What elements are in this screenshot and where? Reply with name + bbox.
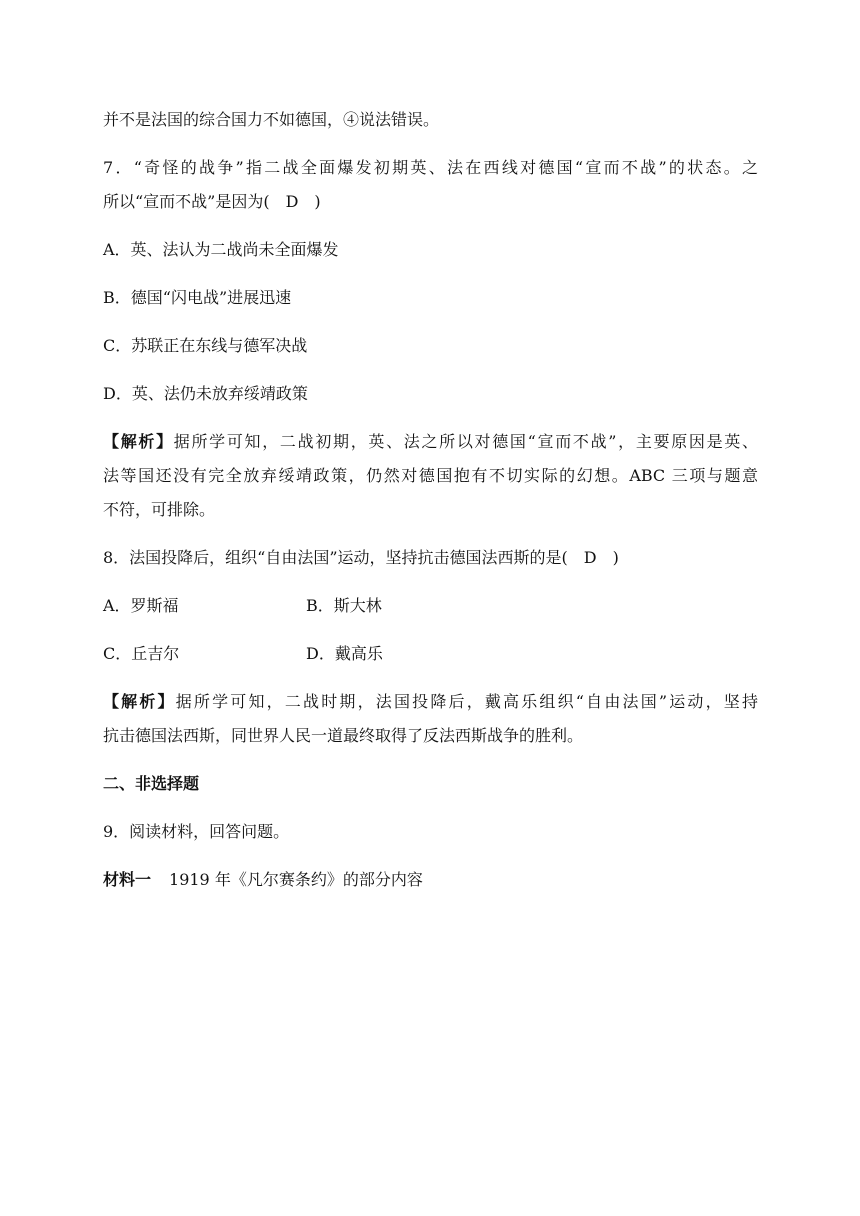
question-8-option-b: B．斯大林 xyxy=(306,596,382,615)
question-7-option-c: C．苏联正在东线与德军决战 xyxy=(103,336,308,355)
analysis-text: 据所学可知，二战时期，法国投降后，戴高乐组织“自由法国”运动，坚持 xyxy=(175,692,758,711)
analysis-label: 【解析】 xyxy=(103,432,174,451)
question-7-stem-line-1: 7．“奇怪的战争”指二战全面爆发初期英、法在西线对德国“宣而不战”的状态。之 xyxy=(103,158,758,177)
question-8-stem: 8．法国投降后，组织“自由法国”运动，坚持抗击德国法西斯的是( D ) xyxy=(103,548,619,567)
question-8-option-c: C．丘吉尔 xyxy=(103,644,180,663)
question-8-options-row-2 xyxy=(103,642,758,666)
question-8-option-a: A．罗斯福 xyxy=(103,596,179,615)
question-7-option-a: A．英、法认为二战尚未全面爆发 xyxy=(103,240,339,259)
question-8-options-row-1 xyxy=(103,594,758,618)
question-7-analysis-line-2: 法等国还没有完全放弃绥靖政策，仍然对德国抱有不切实际的幻想。ABC 三项与题意 xyxy=(103,466,758,485)
analysis-text: 据所学可知，二战初期，英、法之所以对德国“宣而不战”，主要原因是英、 xyxy=(173,432,758,451)
question-8-analysis-line-1 xyxy=(103,690,758,714)
question-7-stem-line-2: 所以“宣而不战”是因为( D ) xyxy=(103,192,321,211)
analysis-label: 【解析】 xyxy=(103,692,176,711)
question-7-analysis-line-1 xyxy=(103,430,758,454)
question-7-analysis-line-3: 不符，可排除。 xyxy=(103,500,216,519)
section-2-heading: 二、非选择题 xyxy=(103,774,200,793)
question-7-option-d: D．英、法仍未放弃绥靖政策 xyxy=(103,384,308,403)
material-1-caption xyxy=(103,868,758,892)
material-1-label: 材料一 xyxy=(103,870,152,889)
previous-answer-continuation: 并不是法国的综合国力不如德国，④说法错误。 xyxy=(103,110,440,129)
material-1-text: 1919 年《凡尔赛条约》的部分内容 xyxy=(169,870,423,889)
question-8-option-d: D．戴高乐 xyxy=(306,644,383,663)
question-8-analysis-line-2: 抗击德国法西斯，同世界人民一道最终取得了反法西斯战争的胜利。 xyxy=(103,726,584,745)
question-7-option-b: B．德国“闪电战”进展迅速 xyxy=(103,288,292,307)
question-9-stem: 9．阅读材料，回答问题。 xyxy=(103,822,290,841)
